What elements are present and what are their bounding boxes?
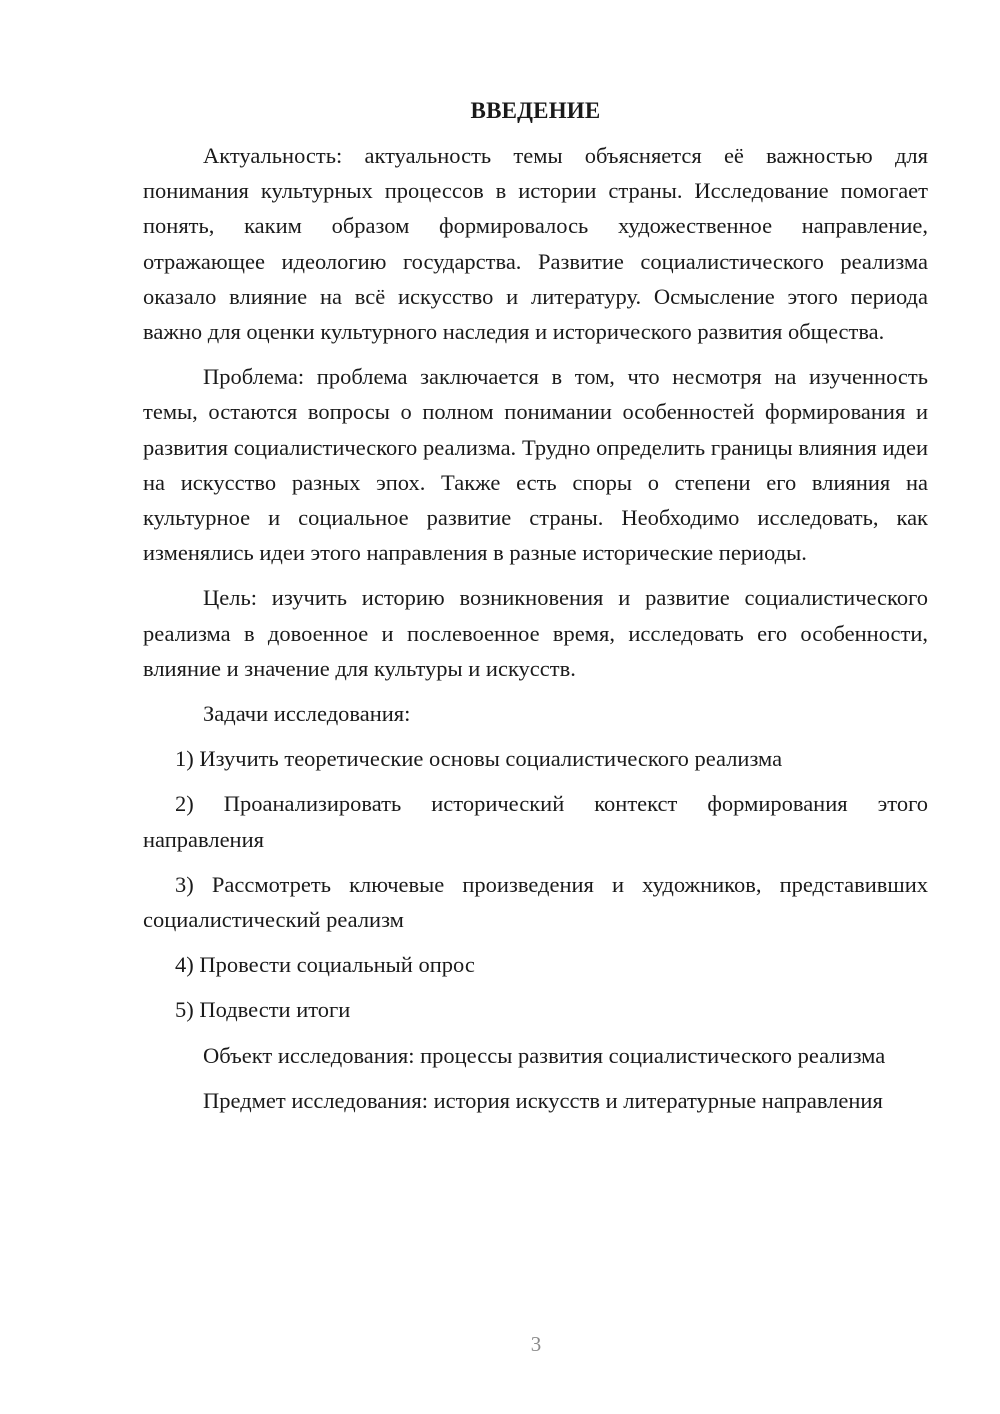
list-item [143, 786, 928, 856]
problem-paragraph: Проблема: проблема заключается в том, что несмотря на изученность темы, остаются вопросы о полном понимании особенностей формирования и развития социалистического реализма. Трудно определить границы влияния идеи на искусство разных эпох. Также есть споры о степени его влияния на культурное и социальное развитие страны. Необходимо исследовать, как изменялись идеи этого направления в разные исторические периоды. [143, 364, 928, 566]
task-text: Изучить теоретические основы социалистического реализма [199, 746, 783, 772]
subject-paragraph: Предмет исследования: история искусств и литературные направления [203, 1087, 883, 1113]
task-text: Подвести итоги [199, 997, 351, 1023]
section-title: ВВЕДЕНИЕ [470, 98, 601, 123]
list-item [143, 992, 928, 1027]
task-number: 3) [175, 871, 194, 897]
task-text: Провести социальный опрос [199, 952, 475, 978]
relevance-paragraph: Актуальность: актуальность темы объясняется её важностью для понимания культурных процессов в истории страны. Исследование помогает понять, каким образом формировалось художественное направление, отражающее идеологию государства. Развитие социалистического реализма оказало влияние на всё искусство и литературу. Осмысление этого периода важно для оценки культурного наследия и исторического развития общества. [143, 143, 928, 345]
task-number: 1) [175, 746, 194, 772]
list-item [143, 867, 928, 937]
object-paragraph: Объект исследования: процессы развития социалистического реализма [203, 1042, 886, 1068]
task-text: Рассмотреть ключевые произведения и художников, представивших социалистический реализм [143, 871, 928, 933]
document-body [143, 93, 928, 1128]
page-number: 3 [530, 1332, 542, 1356]
list-item [143, 947, 928, 982]
task-number: 5) [175, 997, 194, 1023]
task-number: 2) [175, 791, 194, 817]
task-number: 4) [175, 952, 194, 978]
goal-paragraph: Цель: изучить историю возникновения и развитие социалистического реализма в довоенное и послевоенное время, исследовать его особенности, влияние и значение для культуры и искусств. [143, 585, 928, 681]
task-text: Проанализировать исторический контекст формирования этого направления [143, 791, 928, 852]
list-item [143, 741, 928, 776]
tasks-heading: Задачи исследования: [203, 701, 411, 727]
